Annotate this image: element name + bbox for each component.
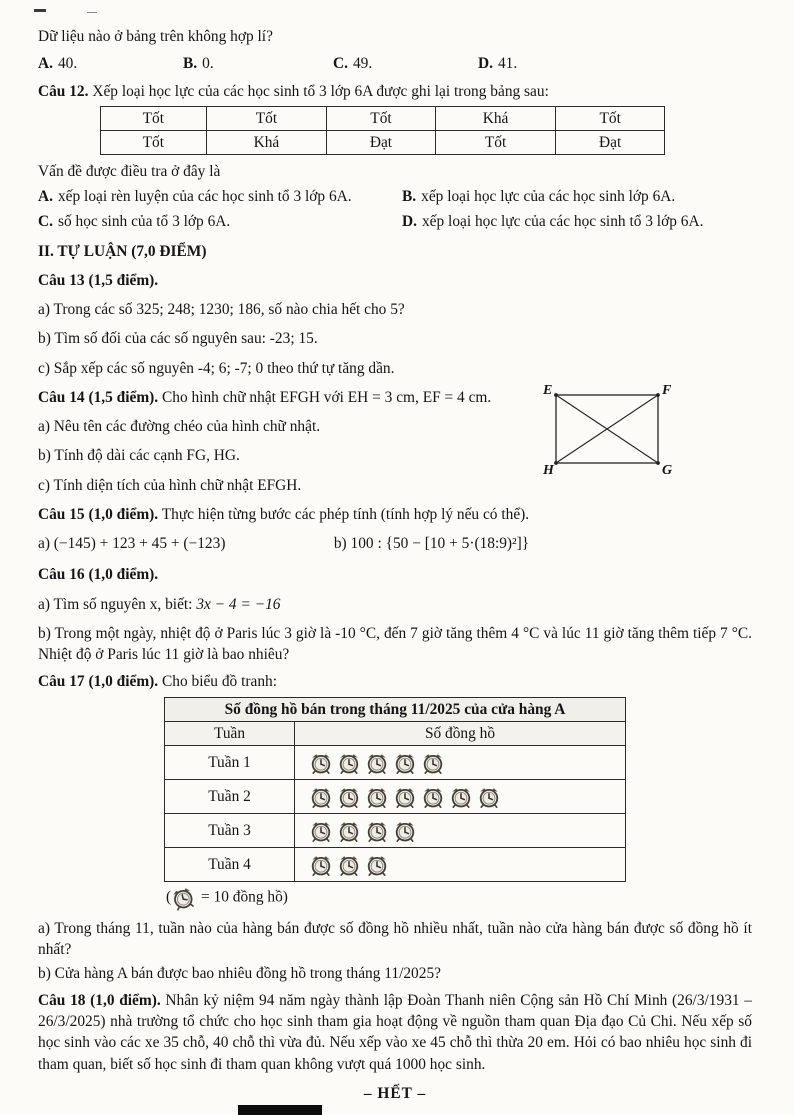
pictograph-header-row xyxy=(165,721,626,745)
week-1-icons xyxy=(295,746,626,780)
legend-open-paren: ( xyxy=(166,888,172,906)
pictograph-row xyxy=(165,814,626,848)
alarm-clock-icon xyxy=(365,819,389,843)
q12-option-a xyxy=(38,186,402,207)
grade-cell: Tốt xyxy=(327,106,436,130)
option-text: 40. xyxy=(57,55,78,73)
q16-equation: 3x − 4 = −16 xyxy=(196,595,281,613)
q17-text: Cho biểu đồ tranh: xyxy=(162,673,277,691)
q14-number: Câu 14 (1,5 điểm). xyxy=(38,388,159,406)
q17-item-a: a) Trong tháng 11, tuần nào của hàng bán được số đồng hồ nhiều nhất, tuần nào cửa hàng bán được số đồng hồ ít nhất? xyxy=(38,920,752,959)
alarm-clock-icon xyxy=(337,785,361,809)
figure-label-F: F xyxy=(662,382,672,398)
pictograph-title: Số đồng hồ bán trong tháng 11/2025 của cửa hàng A xyxy=(165,697,626,721)
week-label: Tuần 3 xyxy=(165,814,295,848)
grade-cell: Tốt xyxy=(101,130,207,154)
option-label: B. xyxy=(402,188,417,205)
alarm-clock-icon xyxy=(477,785,501,809)
option-label: D. xyxy=(478,55,493,73)
option-text: 0. xyxy=(202,55,214,73)
q16-title: Câu 16 (1,0 điểm). xyxy=(38,566,159,584)
alarm-clock-icon xyxy=(365,853,389,877)
q17-item-b: b) Cửa hàng A bán được bao nhiêu đồng hồ trong tháng 11/2025? xyxy=(38,964,441,982)
q11-question-text: Dữ liệu nào ở bảng trên không hợp lí? xyxy=(38,28,273,45)
q11-option-a xyxy=(38,53,183,74)
q12-option-b xyxy=(402,186,752,207)
q14-block xyxy=(38,382,752,496)
week-3-icons xyxy=(295,814,626,848)
alarm-clock-icon xyxy=(393,819,417,843)
alarm-clock-icon xyxy=(309,853,333,877)
q18-paragraph xyxy=(38,990,752,1075)
grade-cell: Tốt xyxy=(206,106,327,130)
pictograph-table xyxy=(164,697,626,883)
grade-cell: Tốt xyxy=(556,106,665,130)
grade-cell: Khá xyxy=(435,106,556,130)
q12-intro xyxy=(38,81,752,102)
q11-question xyxy=(38,26,752,47)
grade-cell: Đạt xyxy=(556,130,665,154)
alarm-clock-icon xyxy=(309,751,333,775)
rectangle-efgh-figure xyxy=(540,381,674,479)
q15-expression-a: a) (−145) + 123 + 45 + (−123) xyxy=(38,535,226,552)
pictograph-col2-header: Số đồng hồ xyxy=(295,721,626,745)
option-text: 41. xyxy=(497,55,518,73)
alarm-clock-icon xyxy=(337,819,361,843)
option-label: A. xyxy=(38,188,53,205)
q14-text: Cho hình chữ nhật EFGH với EH = 3 cm, EF = 4 cm. xyxy=(162,388,492,406)
week-2-icons xyxy=(295,780,626,814)
q15-intro xyxy=(38,504,752,525)
option-label: C. xyxy=(333,55,348,73)
q12-grade-table xyxy=(100,106,665,155)
alarm-clock-icon xyxy=(309,819,333,843)
q14-item-c: c) Tính diện tích của hình chữ nhật EFGH. xyxy=(38,476,302,494)
q15-expressions xyxy=(38,533,752,554)
scan-artifact-top-left xyxy=(34,9,46,12)
q14-item-b: b) Tính độ dài các cạnh FG, HG. xyxy=(38,447,240,465)
alarm-clock-icon xyxy=(393,751,417,775)
table-row xyxy=(101,106,665,130)
q12-option-c xyxy=(38,211,402,232)
q16-item-b: b) Trong một ngày, nhiệt độ ở Paris lúc 3 giờ là -10 °C, đến 7 giờ tăng thêm 4 °C và lúc 11 giờ tăng thêm tiếp 7 °C. Nhiệt độ ở Paris lúc 11 giờ là bao nhiêu? xyxy=(38,624,752,663)
figure-label-G: G xyxy=(662,462,673,478)
q18-number: Câu 18 (1,0 điểm). xyxy=(38,991,161,1009)
pictograph-col1-header: Tuần xyxy=(165,721,295,745)
q17-intro xyxy=(38,671,752,692)
pictograph-row xyxy=(165,746,626,780)
figure-label-E: E xyxy=(543,382,553,398)
q11-option-c xyxy=(333,53,478,74)
legend-clock-icon xyxy=(171,886,197,910)
alarm-clock-icon xyxy=(337,853,361,877)
grade-cell: Tốt xyxy=(101,106,207,130)
q12-prompt: Vấn đề được điều tra ở đây là xyxy=(38,162,221,180)
week-label: Tuần 1 xyxy=(165,746,295,780)
alarm-clock-icon xyxy=(169,883,198,912)
q12-options xyxy=(38,186,752,233)
q15-number: Câu 15 (1,0 điểm). xyxy=(38,505,159,523)
q15-expression-b: b) 100 : {50 − [10 + 5·(18:9)²]} xyxy=(333,535,530,552)
q14-intro xyxy=(38,387,517,408)
pictograph-legend xyxy=(166,886,752,910)
pictograph-row xyxy=(165,780,626,814)
pictograph-row xyxy=(165,848,626,882)
q16-item-a xyxy=(38,594,752,615)
section-2-heading: II. TỰ LUẬN (7,0 ĐIỂM) xyxy=(38,242,207,260)
scan-artifact-bottom xyxy=(238,1105,322,1115)
option-label: C. xyxy=(38,213,53,231)
q17-number: Câu 17 (1,0 điểm). xyxy=(38,673,159,691)
q12-option-d xyxy=(402,211,752,232)
q13-item-a: a) Trong các số 325; 248; 1230; 186, số nào chia hết cho 5? xyxy=(38,301,405,318)
option-text: 49. xyxy=(352,55,373,73)
option-text: xếp loại học lực của các học sinh tổ 3 lớp 6A. xyxy=(421,213,704,231)
legend-text: = 10 đồng hồ) xyxy=(201,888,288,906)
option-label: D. xyxy=(402,213,417,231)
grade-cell: Đạt xyxy=(327,130,436,154)
option-label: A. xyxy=(38,55,53,73)
q13-item-b: b) Tìm số đối của các số nguyên sau: -23; 15. xyxy=(38,330,318,348)
q18-text: Nhân kỷ niệm 94 năm ngày thành lập Đoàn Thanh niên Cộng sản Hồ Chí Minh (26/3/1931 – 26/3/2025) nhà trường tổ chức cho học sinh tham gia hoạt động về nguồn tham quan Địa đạo Củ Chi. Nếu xếp số học sinh vào các xe 35 chỗ, 40 chỗ thì vừa đủ. Nếu xếp vào xe 45 chỗ thì thừa 20 em. Hỏi có bao nhiêu học sinh đi tham quan, biết số học sinh đi tham quan không vượt quá 1000 học sinh. xyxy=(38,991,752,1073)
q11-options xyxy=(38,53,752,74)
option-label: B. xyxy=(183,55,198,73)
week-label: Tuần 4 xyxy=(165,848,295,882)
q11-option-d xyxy=(478,53,752,74)
option-text: xếp loại rèn luyện của các học sinh tổ 3 lớp 6A. xyxy=(57,188,352,205)
grade-cell: Khá xyxy=(206,130,327,154)
alarm-clock-icon xyxy=(365,785,389,809)
option-text: xếp loại học lực của các học sinh lớp 6A. xyxy=(421,188,676,205)
alarm-clock-icon xyxy=(309,785,333,809)
alarm-clock-icon xyxy=(365,751,389,775)
q13-item-c: c) Sắp xếp các số nguyên -4; 6; -7; 0 theo thứ tự tăng dần. xyxy=(38,359,395,377)
week-label: Tuần 2 xyxy=(165,780,295,814)
alarm-clock-icon xyxy=(421,751,445,775)
end-marker: – HẾT – xyxy=(363,1084,427,1102)
q15-text: Thực hiện từng bước các phép tính (tính hợp lý nếu có thể). xyxy=(161,505,530,523)
figure-label-H: H xyxy=(543,462,554,478)
alarm-clock-icon xyxy=(393,785,417,809)
table-row xyxy=(101,130,665,154)
q12-number: Câu 12. xyxy=(38,82,89,100)
q16-item-a-text: a) Tìm số nguyên x, biết: xyxy=(38,595,197,613)
pictograph-title-row xyxy=(165,697,626,721)
week-4-icons xyxy=(295,848,626,882)
option-text: số học sinh của tổ 3 lớp 6A. xyxy=(57,213,231,231)
q14-item-a: a) Nêu tên các đường chéo của hình chữ nhật. xyxy=(38,418,321,435)
q12-text: Xếp loại học lực của các học sinh tổ 3 lớp 6A được ghi lại trong bảng sau: xyxy=(92,82,549,100)
alarm-clock-icon xyxy=(337,751,361,775)
alarm-clock-icon xyxy=(449,785,473,809)
grade-cell: Tốt xyxy=(435,130,556,154)
q13-title: Câu 13 (1,5 điểm). xyxy=(38,271,159,289)
q11-option-b xyxy=(183,53,333,74)
alarm-clock-icon xyxy=(421,785,445,809)
